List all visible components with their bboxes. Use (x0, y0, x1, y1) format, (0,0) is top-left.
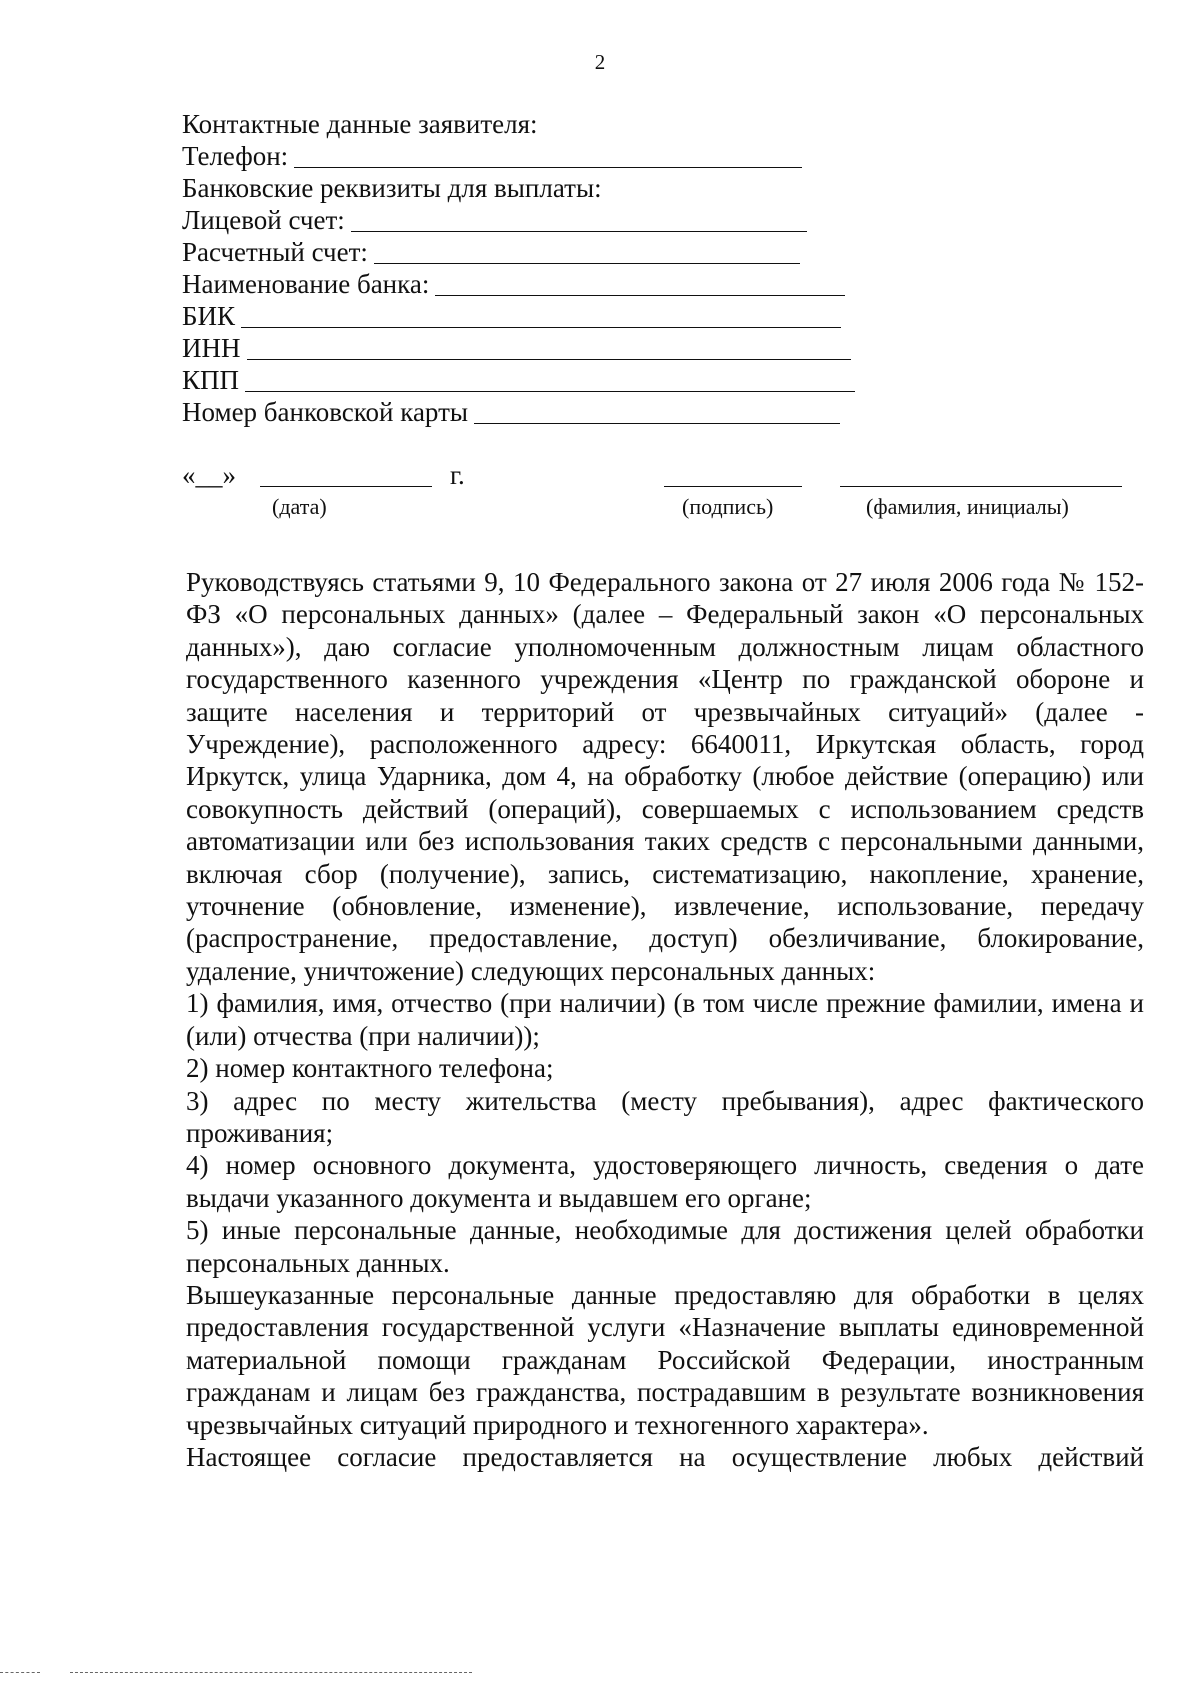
settlement-account-label: Расчетный счет: (182, 237, 368, 267)
footer-divider-left (0, 1672, 40, 1673)
consent-item-2: 2) номер контактного телефона; (186, 1053, 554, 1084)
settlement-account-row (182, 236, 882, 268)
date-day-prefix: «__» (182, 460, 236, 490)
page-number: 2 (594, 50, 606, 74)
signature-field[interactable] (664, 486, 802, 487)
contact-heading: Контактные данные заявителя: (182, 109, 538, 139)
bik-label: БИК (182, 301, 236, 331)
inn-field[interactable] (247, 335, 851, 360)
consent-item-3: 3) адрес по месту жительства (месту пребывания), адрес фактического проживания; (186, 1085, 1144, 1148)
card-label: Номер банковской карты (182, 397, 469, 427)
consent-purpose: Вышеуказанные персональные данные предоставляю для обработки в целях предоставления государственной услуги «Назначение выплаты единовременной материальной помощи гражданам Российской Федерации, иностранным гражданам и лицам без гражданства, пострадавшим в результате возникновения чрезвычайных ситуаций природного и техногенного характера». (186, 1279, 1144, 1440)
consent-item-5: 5) иные персональные данные, необходимые для достижения целей обработки персональных данных. (186, 1215, 1144, 1278)
name-initials-field[interactable] (840, 486, 1122, 487)
card-row (182, 396, 882, 428)
inn-label: ИНН (182, 333, 241, 363)
settlement-account-field[interactable] (374, 239, 800, 264)
bank-heading: Банковские реквизиты для выплаты: (182, 173, 602, 203)
bik-field[interactable] (241, 303, 841, 328)
phone-label: Телефон: (182, 141, 289, 171)
year-suffix: г. (450, 460, 465, 490)
kpp-row (182, 364, 882, 396)
date-caption: (дата) (272, 494, 327, 519)
consent-item-1: 1) фамилия, имя, отчество (при наличии) (в том числе прежние фамилии, имена и (или) отчества (при наличии)); (186, 988, 1144, 1051)
bank-name-label: Наименование банка: (182, 269, 430, 299)
contact-details-block (182, 108, 882, 428)
phone-row (182, 140, 882, 172)
consent-text (186, 566, 1144, 1473)
bank-name-field[interactable] (435, 271, 845, 296)
footer-divider (70, 1672, 472, 1673)
bik-row (182, 300, 882, 332)
signature-caption: (подпись) (682, 494, 774, 519)
card-number-field[interactable] (474, 399, 840, 424)
bank-name-row (182, 268, 882, 300)
date-field[interactable] (260, 486, 432, 487)
consent-closing: Настоящее согласие предоставляется на осуществление любых действий (186, 1441, 1144, 1472)
name-caption: (фамилия, инициалы) (866, 494, 1069, 519)
personal-account-row (182, 204, 882, 236)
kpp-label: КПП (182, 365, 240, 395)
inn-row (182, 332, 882, 364)
kpp-field[interactable] (245, 367, 855, 392)
consent-intro: Руководствуясь статьями 9, 10 Федерального закона от 27 июля 2006 года № 152-ФЗ «О персональных данных» (далее – Федеральный закон «О персональных данных»), даю согласие уполномоченным должностным лицам областного государственного казенного учреждения «Центр по гражданской обороне и защите населения и территорий от чрезвычайных ситуаций» (далее - Учреждение), расположенного адресу: 6640011, Иркутская область, город Иркутск, улица Ударника, дом 4, на обработку (любое действие (операцию) или совокупность действий (операций), совершаемых с использованием средств автоматизации или без использования таких средств с персональными данными, включая сбор (получение), запись, систематизацию, накопление, хранение, уточнение (обновление, изменение), извлечение, использование, передачу (распространение, предоставление, доступ) обезличивание, блокирование, удаление, уничтожение) следующих персональных данных: (186, 567, 1144, 986)
consent-item-4: 4) номер основного документа, удостоверяющего личность, сведения о дате выдачи указанного документа и выдавшем его органе; (186, 1150, 1144, 1213)
personal-account-field[interactable] (351, 207, 807, 232)
phone-field[interactable] (294, 143, 802, 168)
personal-account-label: Лицевой счет: (182, 205, 345, 235)
